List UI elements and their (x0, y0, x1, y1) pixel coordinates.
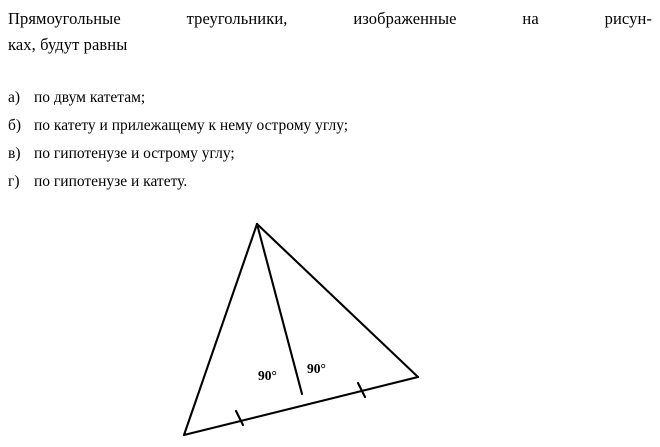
triangle-figure (0, 215, 660, 447)
question-line-1: Прямоугольные треугольники, изображенные на рисун- (8, 9, 652, 28)
option-g-label: по гипотенузе и катету. (34, 173, 188, 190)
question-text (8, 6, 652, 58)
option-a-marker: а) (8, 89, 21, 106)
option-v[interactable] (8, 140, 628, 168)
triangle-right-side (257, 224, 418, 377)
option-a-label: по двум катетам; (34, 89, 146, 106)
question-line-2: ках, будут равны (8, 35, 128, 54)
answer-options-list (8, 84, 628, 196)
option-b-marker: б) (8, 117, 22, 134)
option-b[interactable] (8, 112, 628, 140)
option-g[interactable] (8, 168, 628, 196)
option-b-label: по катету и прилежащему к нему острому углу; (34, 117, 349, 134)
angle-label-left: 90° (258, 368, 277, 383)
option-v-label: по гипотенузе и острому углу; (34, 145, 235, 162)
option-g-marker: г) (8, 173, 20, 190)
option-v-marker: в) (8, 145, 21, 162)
option-a[interactable] (8, 84, 628, 112)
angle-label-right: 90° (307, 361, 326, 376)
triangle-diagram-svg (0, 215, 660, 447)
triangle-base (184, 377, 418, 435)
triangle-left-side (184, 224, 257, 435)
